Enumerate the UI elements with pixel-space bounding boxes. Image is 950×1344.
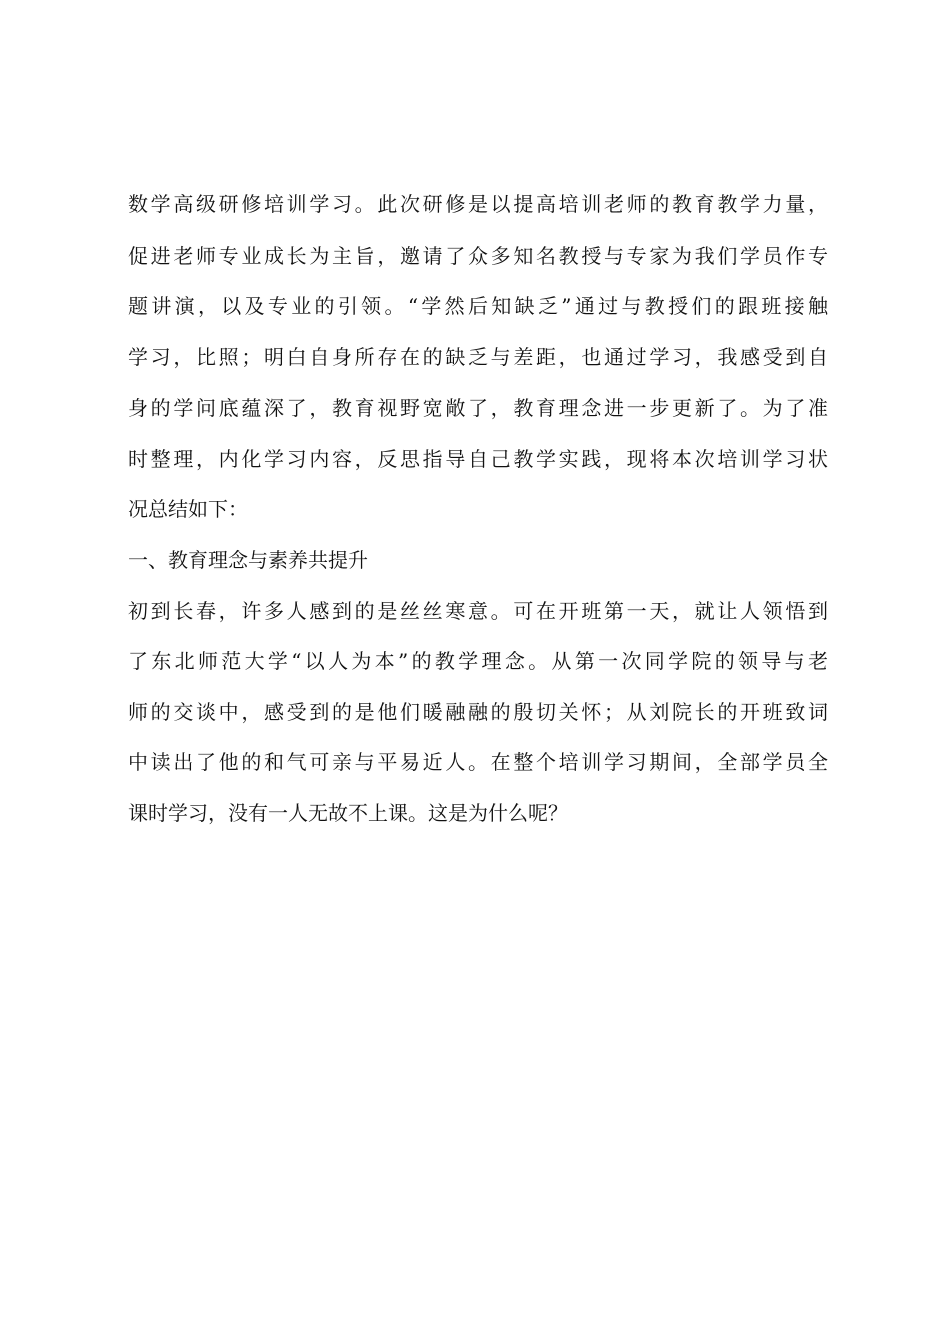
paragraph-2-line-3: 师的交谈中，感受到的是他们暖融融的殷切关怀；从刘院长的开班致词: [128, 700, 828, 724]
paragraph-1-line-4: 学习，比照；明白自身所存在的缺乏与差距，也通过学习，我感受到自: [128, 345, 828, 369]
paragraph-2-line-1: 初到长春，许多人感到的是丝丝寒意。可在开班第一天，就让人领悟到: [128, 599, 828, 623]
paragraph-1-line-6: 时整理，内化学习内容，反思指导自己教学实践，现将本次培训学习状: [128, 447, 828, 471]
paragraph-2-line-2: 了东北师范大学“以人为本”的教学理念。从第一次同学院的领导与老: [128, 649, 828, 673]
paragraph-2-line-5: 课时学习，没有一人无故不上课。这是为什么呢？: [128, 801, 568, 825]
paragraph-1-line-1: 数学高级研修培训学习。此次研修是以提高培训老师的教育教学力量，: [128, 192, 828, 216]
paragraph-2-line-4: 中读出了他的和气可亲与平易近人。在整个培训学习期间，全部学员全: [128, 750, 828, 774]
paragraph-1-line-5: 身的学问底蕴深了，教育视野宽敞了，教育理念进一步更新了。为了准: [128, 396, 828, 420]
section-heading: 一、教育理念与素养共提升: [128, 548, 368, 572]
paragraph-1-line-3: 题讲演，以及专业的引领。“学然后知缺乏”通过与教授们的跟班接触: [128, 294, 828, 318]
paragraph-1-line-7: 况总结如下：: [128, 497, 248, 521]
paragraph-1-line-2: 促进老师专业成长为主旨，邀请了众多知名教授与专家为我们学员作专: [128, 244, 828, 268]
